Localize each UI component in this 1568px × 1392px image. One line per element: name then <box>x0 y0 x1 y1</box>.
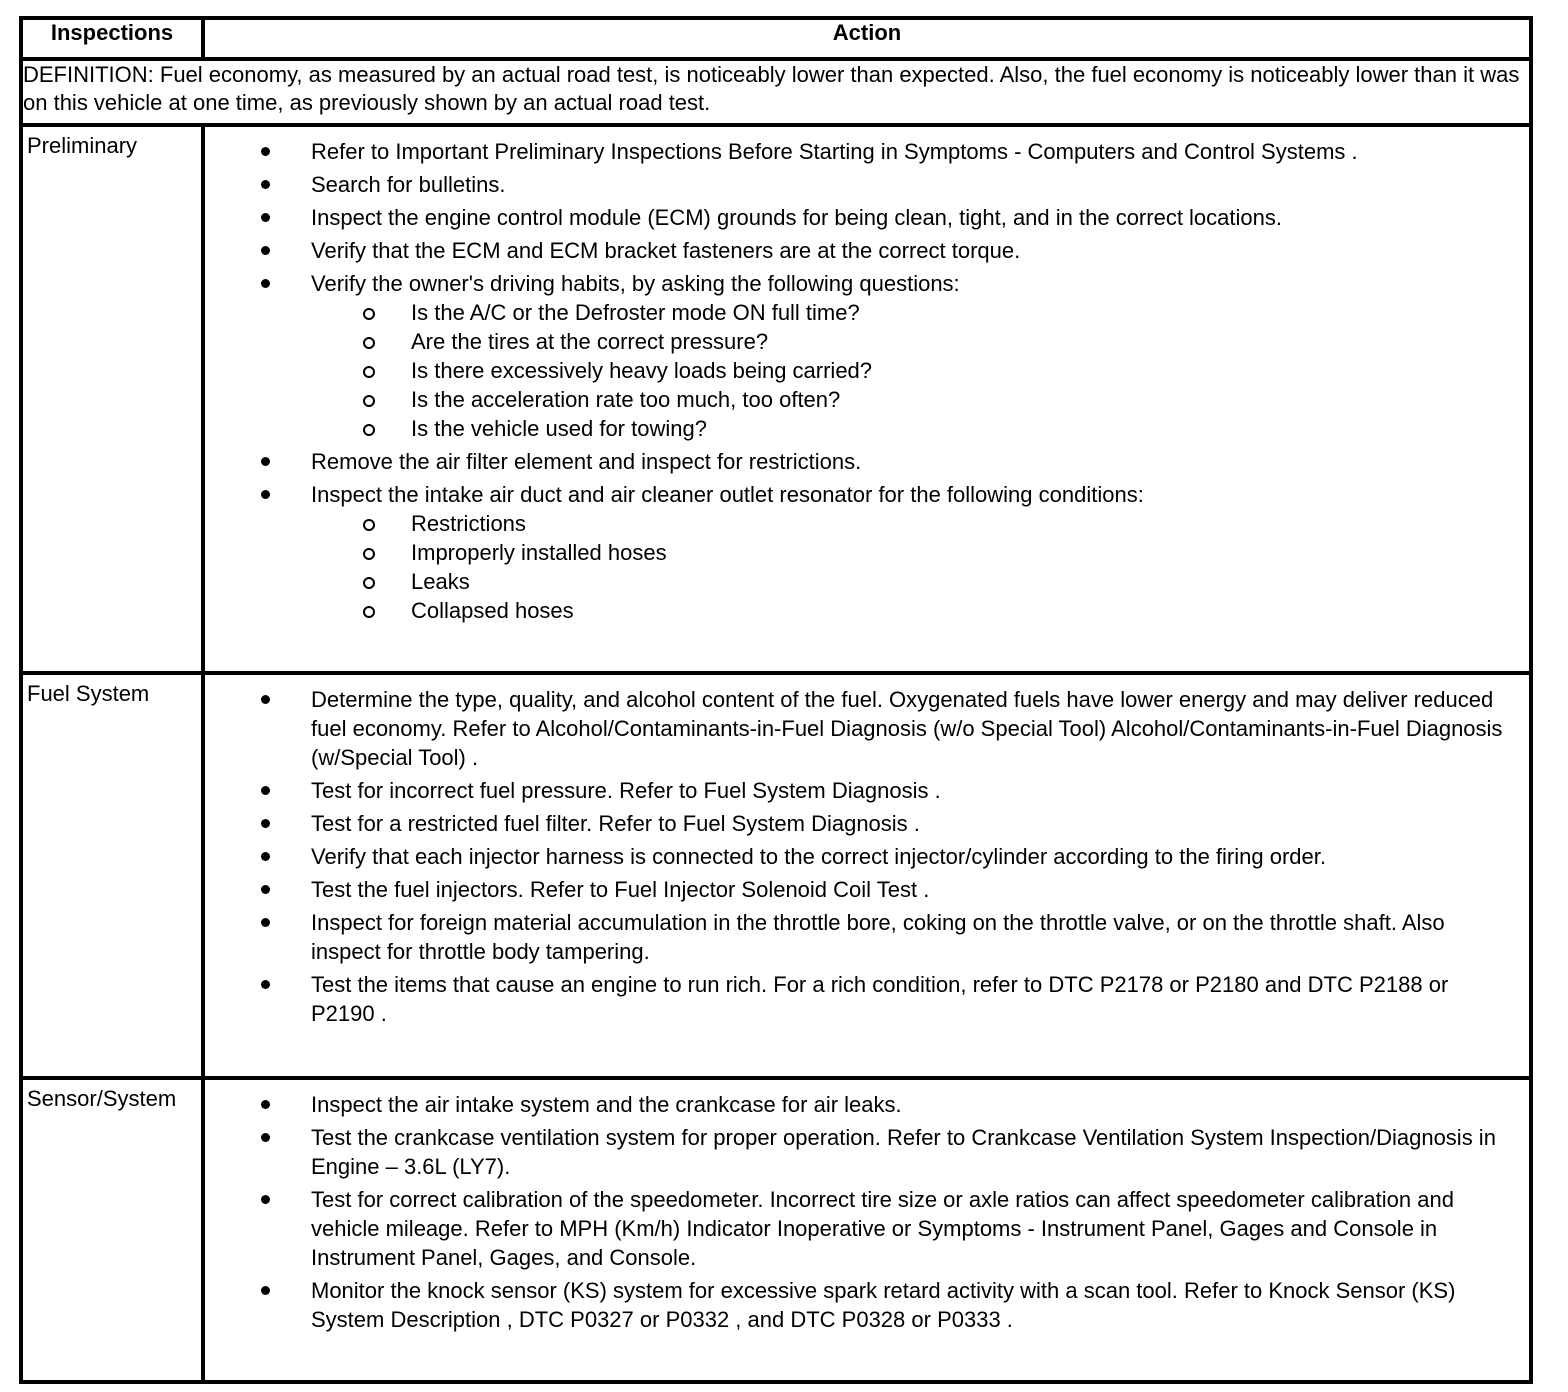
bullet-item <box>205 809 1529 838</box>
bullet-item <box>205 1276 1529 1334</box>
bullet-list <box>205 1080 1529 1334</box>
bullet-text: Test the crankcase ventilation system for proper operation. Refer to Crankcase Ventilation System Inspection/Diagnosis in Engine – 3.6L (LY7). <box>311 1125 1496 1179</box>
inspection-table <box>19 16 1533 1384</box>
header-inspections: Inspections <box>21 18 203 59</box>
bullet-list <box>205 127 1529 625</box>
bullet-item <box>205 203 1529 232</box>
bullet-item <box>205 776 1529 805</box>
bullet-item <box>205 685 1529 772</box>
bullet-text: Refer to Important Preliminary Inspections Before Starting in Symptoms - Computers and Control Systems . <box>311 139 1358 164</box>
bullet-text: Search for bulletins. <box>311 172 506 197</box>
bullet-item <box>205 137 1529 166</box>
sub-bullet-list <box>311 298 1513 443</box>
bullet-item <box>205 269 1529 443</box>
bullet-item <box>205 970 1529 1028</box>
bullet-text: Inspect for foreign material accumulation in the throttle bore, coking on the throttle valve, or on the throttle shaft. Also inspect for throttle body tampering. <box>311 910 1445 964</box>
sub-bullet-list <box>311 509 1513 625</box>
section-actions <box>203 673 1531 1078</box>
bullet-item <box>205 1185 1529 1272</box>
bullet-item <box>205 908 1529 966</box>
bullet-text: Test the items that cause an engine to run rich. For a rich condition, refer to DTC P2178 or P2180 and DTC P2188 or P2190 . <box>311 972 1449 1026</box>
bullet-item <box>205 1090 1529 1119</box>
header-action: Action <box>203 18 1531 59</box>
bullet-item <box>205 447 1529 476</box>
bullet-text: Determine the type, quality, and alcohol content of the fuel. Oxygenated fuels have lower energy and may deliver reduced fuel economy. Refer to Alcohol/Contaminants-in-Fuel Diagnosis (w/o Special Tool) Alcohol/Contaminants-in-Fuel Diagnosis (w/Special Tool) . <box>311 687 1503 770</box>
section-row-sensor-system <box>21 1078 1531 1382</box>
sub-bullet-item: Restrictions <box>311 509 1513 538</box>
sub-bullet-item: Is the vehicle used for towing? <box>311 414 1513 443</box>
sub-bullet-item: Is the A/C or the Defroster mode ON full time? <box>311 298 1513 327</box>
section-label: Fuel System <box>21 673 203 1078</box>
header-row <box>21 18 1531 59</box>
bullet-item <box>205 842 1529 871</box>
bullet-text: Monitor the knock sensor (KS) system for excessive spark retard activity with a scan tool. Refer to Knock Sensor (KS) System Description , DTC P0327 or P0332 , and DTC P0328 or P0333 . <box>311 1278 1456 1332</box>
bullet-item <box>205 480 1529 625</box>
sub-bullet-item: Is the acceleration rate too much, too often? <box>311 385 1513 414</box>
bullet-item <box>205 1123 1529 1181</box>
bullet-text: Verify that each injector harness is connected to the correct injector/cylinder according to the firing order. <box>311 844 1326 869</box>
section-actions <box>203 1078 1531 1382</box>
definition-text: DEFINITION: Fuel economy, as measured by an actual road test, is noticeably lower than expected. Also, the fuel economy is noticeably lower than it was on this vehicle at one time, as previously shown by an actual road test. <box>21 59 1531 125</box>
bullet-text: Remove the air filter element and inspect for restrictions. <box>311 449 862 474</box>
sub-bullet-item: Is there excessively heavy loads being carried? <box>311 356 1513 385</box>
bullet-text: Verify the owner's driving habits, by asking the following questions: <box>311 271 960 296</box>
bullet-item <box>205 170 1529 199</box>
section-label: Preliminary <box>21 125 203 673</box>
section-row-fuel-system <box>21 673 1531 1078</box>
bullet-text: Test the fuel injectors. Refer to Fuel Injector Solenoid Coil Test . <box>311 877 930 902</box>
sub-bullet-item: Collapsed hoses <box>311 596 1513 625</box>
bullet-text: Inspect the engine control module (ECM) grounds for being clean, tight, and in the correct locations. <box>311 205 1282 230</box>
bullet-list <box>205 675 1529 1028</box>
bullet-text: Inspect the intake air duct and air cleaner outlet resonator for the following conditions: <box>311 482 1144 507</box>
bullet-text: Test for correct calibration of the speedometer. Incorrect tire size or axle ratios can affect speedometer calibration and vehicle mileage. Refer to MPH (Km/h) Indicator Inoperative or Symptoms - Instrument Panel, Gages and Console in Instrument Panel, Gages, and Console. <box>311 1187 1454 1270</box>
bullet-item <box>205 875 1529 904</box>
sub-bullet-item: Are the tires at the correct pressure? <box>311 327 1513 356</box>
bullet-text: Test for incorrect fuel pressure. Refer to Fuel System Diagnosis . <box>311 778 941 803</box>
bullet-text: Inspect the air intake system and the crankcase for air leaks. <box>311 1092 902 1117</box>
section-label: Sensor/System <box>21 1078 203 1382</box>
section-row-preliminary <box>21 125 1531 673</box>
section-actions <box>203 125 1531 673</box>
definition-row <box>21 59 1531 125</box>
bullet-item <box>205 236 1529 265</box>
bullet-text: Verify that the ECM and ECM bracket fasteners are at the correct torque. <box>311 238 1021 263</box>
sub-bullet-item: Improperly installed hoses <box>311 538 1513 567</box>
bullet-text: Test for a restricted fuel filter. Refer to Fuel System Diagnosis . <box>311 811 920 836</box>
sub-bullet-item: Leaks <box>311 567 1513 596</box>
